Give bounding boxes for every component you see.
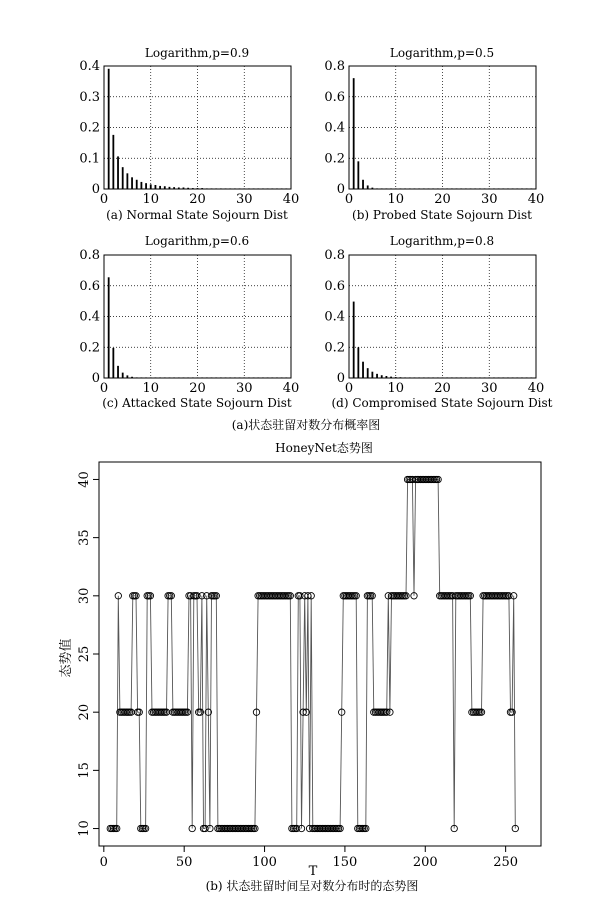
subplot-caption: (c) Attacked State Sojourn Dist: [102, 396, 292, 410]
y-tick-label: 0.8: [79, 248, 100, 263]
subplot-caption: (d) Compromised State Sojourn Dist: [331, 396, 553, 410]
subplot-compromised-state: [324, 234, 552, 410]
bar: [122, 373, 124, 378]
bar: [362, 362, 364, 378]
bar: [131, 177, 133, 189]
x-tick-label: 40: [282, 192, 300, 207]
bar: [112, 348, 114, 378]
x-tick-label: 200: [412, 855, 438, 870]
bar: [136, 180, 138, 189]
plot-area: [77, 462, 541, 870]
bar: [150, 184, 152, 189]
x-tick-label: 10: [142, 192, 160, 207]
x-tick-label: 40: [282, 381, 300, 396]
subplot-attacked-state: [79, 234, 299, 410]
plot-area: [324, 248, 544, 396]
chart-title: HoneyNet态势图: [275, 441, 373, 455]
bar: [357, 347, 359, 378]
x-tick-label: 30: [235, 381, 253, 396]
subplot-title: Logarithm,p=0.9: [144, 46, 250, 60]
y-tick-label: 0.8: [324, 248, 345, 263]
x-tick-label: 10: [387, 381, 405, 396]
y-tick-label: 20: [77, 703, 92, 721]
plot-area: [324, 59, 544, 207]
y-tick-label: 30: [77, 587, 92, 605]
x-tick-label: 10: [387, 192, 405, 207]
bar: [376, 374, 378, 378]
y-tick-label: 0.6: [79, 278, 100, 294]
x-tick-label: 30: [480, 381, 498, 396]
x-tick-label: 100: [252, 855, 277, 870]
x-tick-label: 30: [235, 192, 253, 207]
y-tick-label: 0.2: [324, 340, 345, 356]
x-tick-label: 40: [527, 381, 545, 396]
y-tick-label: 0: [336, 182, 345, 197]
y-tick-label: 25: [77, 645, 92, 663]
x-tick-label: 150: [332, 855, 358, 870]
bar: [108, 277, 110, 378]
bar: [371, 372, 373, 378]
bar: [108, 69, 110, 189]
y-tick-label: 10: [77, 820, 92, 837]
x-tick-label: 20: [434, 192, 451, 207]
y-tick-label: 0.2: [79, 340, 100, 356]
bar: [353, 302, 355, 378]
plot-frame: [99, 462, 541, 846]
y-tick-label: 0: [91, 182, 100, 197]
subplot-title: Logarithm,p=0.6: [144, 234, 250, 248]
bar: [367, 185, 369, 189]
y-tick-label: 0.4: [324, 309, 345, 325]
y-tick-label: 0.2: [79, 120, 100, 136]
bar: [155, 185, 157, 189]
y-tick-label: 0: [336, 371, 345, 386]
plot-area: [79, 59, 299, 207]
bar: [117, 156, 119, 189]
subplot-caption: (a) Normal State Sojourn Dist: [106, 208, 288, 222]
x-tick-label: 20: [189, 381, 206, 396]
bar: [353, 78, 355, 189]
subplot-probed-state: [324, 46, 544, 222]
subplot-title: Logarithm,p=0.5: [389, 46, 495, 60]
y-tick-label: 0.4: [324, 120, 345, 136]
y-tick-label: 0.6: [324, 89, 345, 105]
x-tick-label: 0: [99, 192, 109, 207]
y-tick-label: 15: [77, 762, 92, 779]
subplot-caption: (b) Probed State Sojourn Dist: [352, 208, 532, 222]
bar: [117, 366, 119, 378]
y-tick-label: 0.2: [324, 151, 345, 167]
bar: [145, 183, 147, 189]
x-tick-label: 0: [99, 855, 108, 870]
x-tick-label: 50: [175, 855, 193, 870]
subplot-normal-state: [79, 46, 299, 222]
figure-b-caption: (b) 状态驻留时间呈对数分布时的态势图: [205, 879, 419, 893]
y-tick-label: 35: [77, 529, 92, 546]
bar: [362, 180, 364, 189]
y-tick-label: 0: [91, 371, 100, 386]
y-axis-label: 态势值: [59, 638, 74, 678]
x-tick-label: 20: [189, 192, 206, 207]
x-tick-label: 40: [527, 192, 545, 207]
x-axis-label: T: [308, 864, 318, 879]
x-tick-label: 0: [344, 381, 354, 396]
y-tick-label: 0.6: [324, 278, 345, 294]
y-tick-label: 0.4: [79, 59, 100, 74]
subplot-title: Logarithm,p=0.8: [389, 234, 495, 248]
y-tick-label: 0.8: [324, 59, 345, 74]
honeynet-situation-chart: [58, 440, 541, 879]
bar: [367, 368, 369, 378]
y-tick-label: 0.4: [79, 309, 100, 325]
x-tick-label: 10: [142, 381, 160, 396]
x-tick-label: 20: [434, 381, 451, 396]
bar: [112, 135, 114, 189]
y-tick-label: 0.1: [79, 151, 100, 167]
x-tick-label: 30: [480, 192, 498, 207]
plot-area: [79, 248, 299, 396]
x-tick-label: 0: [99, 381, 109, 396]
series-line: [110, 480, 515, 829]
bar: [357, 161, 359, 189]
x-tick-label: 0: [344, 192, 354, 207]
x-tick-label: 250: [493, 855, 519, 870]
figure-a-caption: (a)状态驻留对数分布概率图: [231, 418, 381, 432]
y-tick-label: 0.3: [79, 89, 100, 105]
bar: [122, 167, 124, 189]
bar: [126, 173, 128, 189]
bar: [141, 182, 143, 189]
y-tick-label: 40: [77, 471, 92, 488]
